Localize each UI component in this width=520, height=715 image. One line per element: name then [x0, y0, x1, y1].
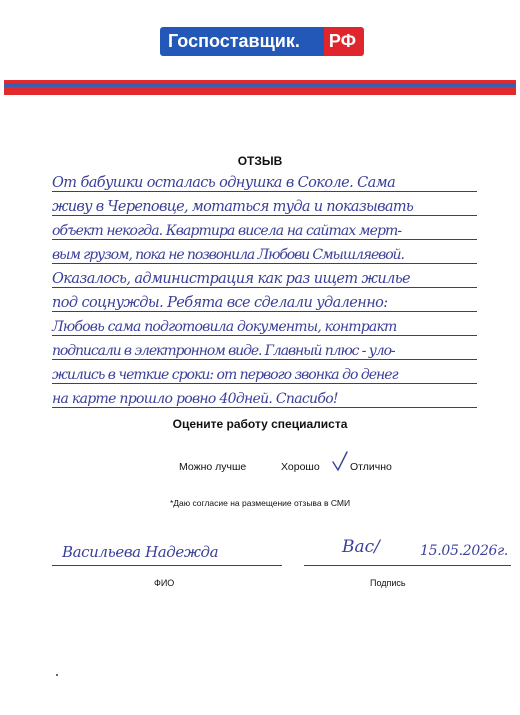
fio-caption: ФИО [154, 578, 175, 588]
fio-value: Васильева Надежда [62, 543, 219, 561]
review-line: жились в четкие сроки: от первого звонка до денег [52, 367, 398, 383]
signature: Вас/ [342, 537, 380, 557]
page-title: ОТЗЫВ [237, 154, 283, 168]
review-line: на карте прошло ровно 40дней. Спасибо! [52, 391, 338, 407]
fio-rule [52, 565, 282, 566]
rating-option-good[interactable]: Хорошо [281, 461, 320, 473]
review-line: От бабушки осталась однушка в Соколе. Сама [52, 175, 396, 191]
review-line: Любовь сама подготовила документы, контракт [52, 319, 397, 335]
signature-rule [304, 565, 511, 566]
review-line: вым грузом, пока не позвонила Любови Смышляевой. [52, 247, 404, 263]
brand-logo [160, 27, 364, 56]
review-line: живу в Череповце, мотаться туда и показывать [52, 199, 414, 215]
rating-option-can-be-better[interactable]: Можно лучше [179, 461, 247, 473]
signature-date: 15.05.2026г. [420, 543, 509, 559]
rating-option-excellent[interactable]: Отлично [350, 461, 392, 473]
signature-caption: Подпись [370, 578, 406, 588]
review-line: подписали в электронном виде. Главный плюс - уло- [52, 343, 395, 359]
scan-speck [56, 674, 58, 676]
checkmark-icon [332, 451, 348, 471]
review-line: Оказалось, администрация как раз ищет жилье [52, 271, 411, 287]
header-stripe-bottom [4, 87, 516, 95]
logo-text: Госпоставщик. [160, 27, 324, 56]
review-line: объект некогда. Квартира висела на сайтах мерт- [52, 223, 402, 239]
consent-note: *Даю согласие на размещение отзыва в СМИ [169, 498, 351, 508]
logo-rf-badge: РФ [324, 27, 364, 56]
review-line: под соцнужды. Ребята все сделали удаленно: [52, 295, 388, 311]
rating-title: Оцените работу специалиста [172, 417, 348, 431]
